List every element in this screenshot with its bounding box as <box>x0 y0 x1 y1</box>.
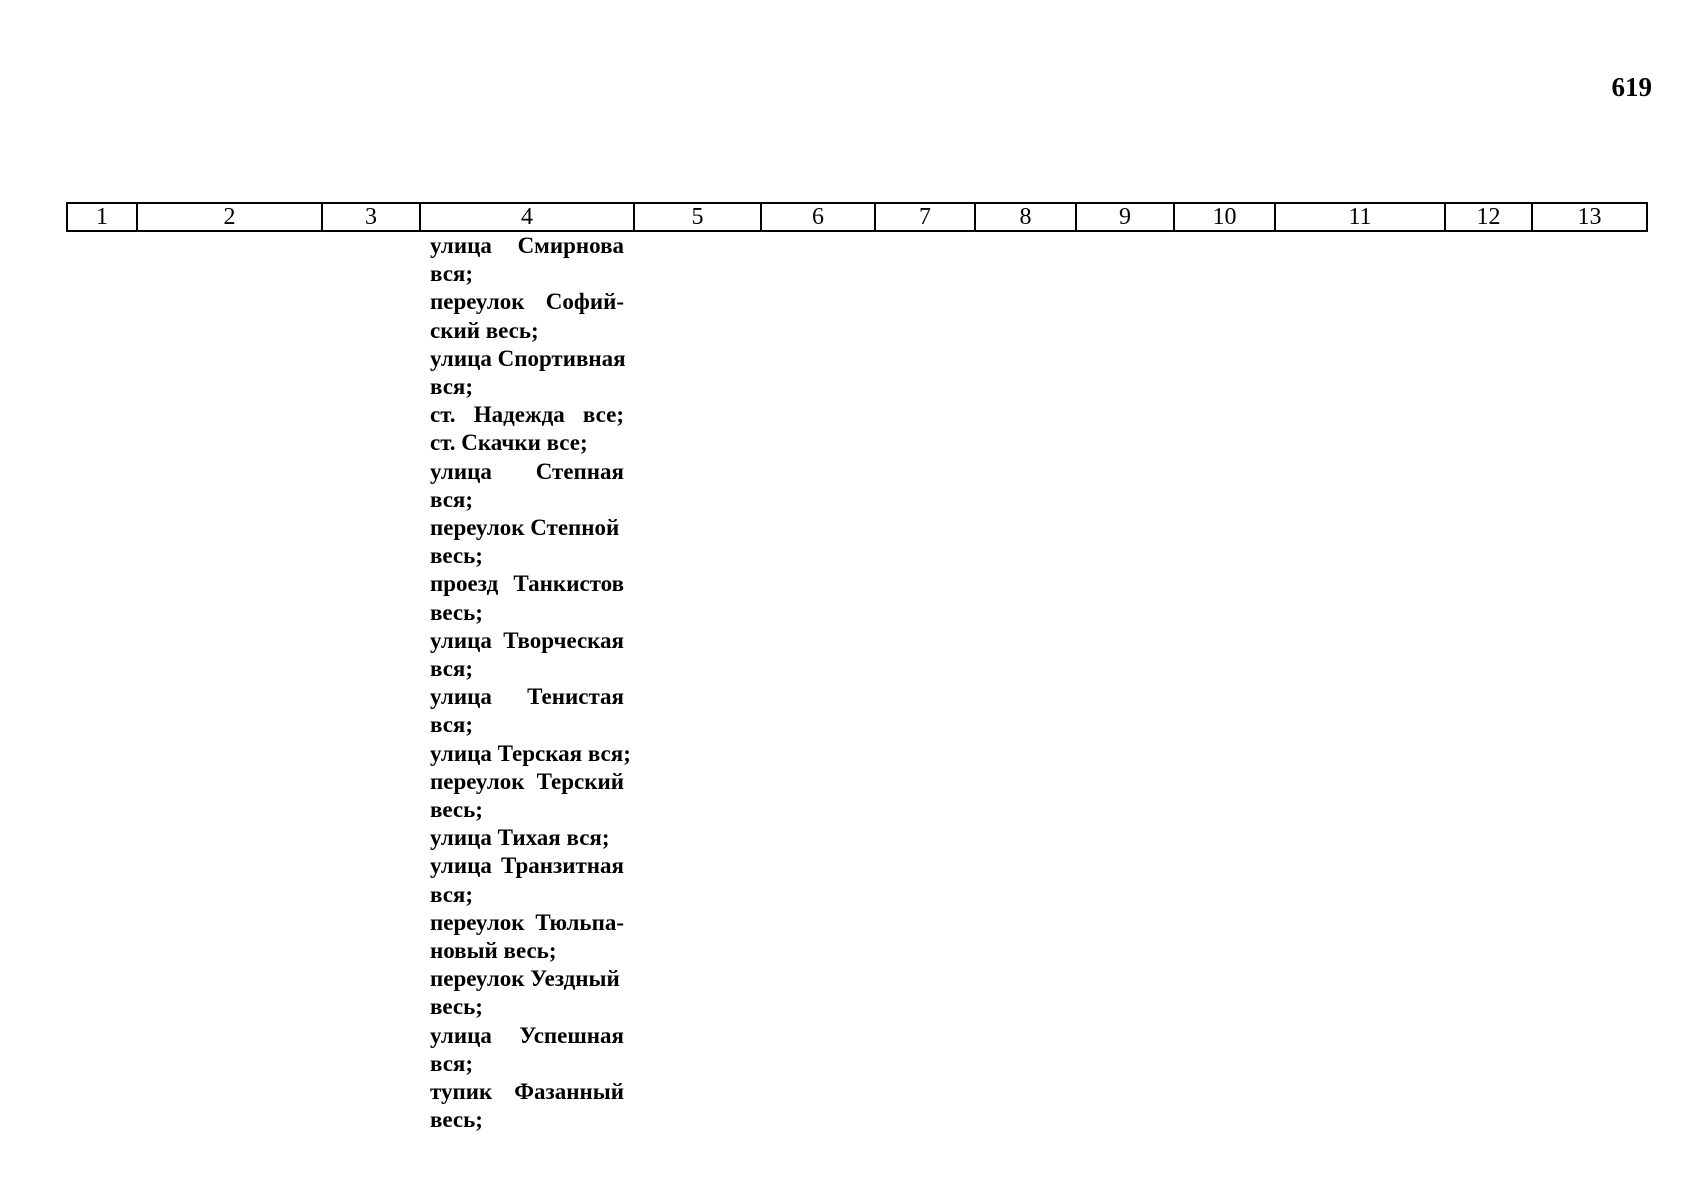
street-list-line: улица Степная <box>430 458 624 484</box>
street-list-line: весь; <box>430 994 483 1020</box>
street-list-line: улица Транзитная <box>430 853 624 879</box>
street-list-line: проезд Танкистов <box>430 571 624 597</box>
column-number-header-table <box>66 202 1648 232</box>
column-number-cell: 1 <box>67 203 137 231</box>
street-list-line: переулок Уездный <box>430 966 620 992</box>
street-list-line: новый весь; <box>430 938 557 964</box>
street-list-line: улица Творческая <box>430 627 624 653</box>
street-list-line: вся; <box>430 486 474 512</box>
column-number-cell: 4 <box>420 203 634 231</box>
column-number-cell: 11 <box>1275 203 1445 231</box>
column-number-cell: 10 <box>1174 203 1275 231</box>
street-list-line: весь; <box>430 797 483 823</box>
column-number-cell: 9 <box>1076 203 1174 231</box>
street-list-line: вся; <box>430 374 474 400</box>
street-list-line: переулок Тюльпа- <box>430 909 624 935</box>
street-list-line: ст. Надежда все; <box>430 402 624 428</box>
column-number-cell: 2 <box>137 203 322 231</box>
street-list-line: вся; <box>430 656 474 682</box>
street-list-line: ст. Скачки все; <box>430 430 588 456</box>
street-list-line: переулок Софий- <box>430 289 624 315</box>
column-number-cell: 13 <box>1532 203 1647 231</box>
street-list-line: весь; <box>430 1107 483 1133</box>
column-number-cell: 8 <box>975 203 1076 231</box>
street-list-line: переулок Степной <box>430 515 620 541</box>
street-list-line: тупик Фазанный <box>430 1079 624 1105</box>
page-number: 619 <box>1611 72 1652 102</box>
column-number-cell: 12 <box>1445 203 1532 231</box>
column-4-street-list <box>430 232 631 1135</box>
column-number-cell: 5 <box>634 203 761 231</box>
street-list-line: вся; <box>430 1050 474 1076</box>
column-number-row <box>67 203 1647 231</box>
street-list-line: ский весь; <box>430 317 539 343</box>
column-number-cell: 6 <box>761 203 875 231</box>
street-list-line: улица Терская вся; <box>430 740 631 766</box>
street-list-line: улица Тихая вся; <box>430 825 610 851</box>
column-number-cell: 3 <box>322 203 420 231</box>
street-list-line: вся; <box>430 881 474 907</box>
street-list-line: весь; <box>430 543 483 569</box>
street-list-line: вся; <box>430 712 474 738</box>
street-list-line: улица Тенистая <box>430 684 624 710</box>
column-number-cell: 7 <box>875 203 975 231</box>
street-list-line: улица Успешная <box>430 1022 624 1048</box>
street-list-line: вся; <box>430 261 474 287</box>
street-list-line: улица Смирнова <box>430 233 624 258</box>
street-list-line: улица Спортивная <box>430 345 626 371</box>
street-list-line: весь; <box>430 599 483 625</box>
street-list-line: переулок Терский <box>430 768 624 794</box>
